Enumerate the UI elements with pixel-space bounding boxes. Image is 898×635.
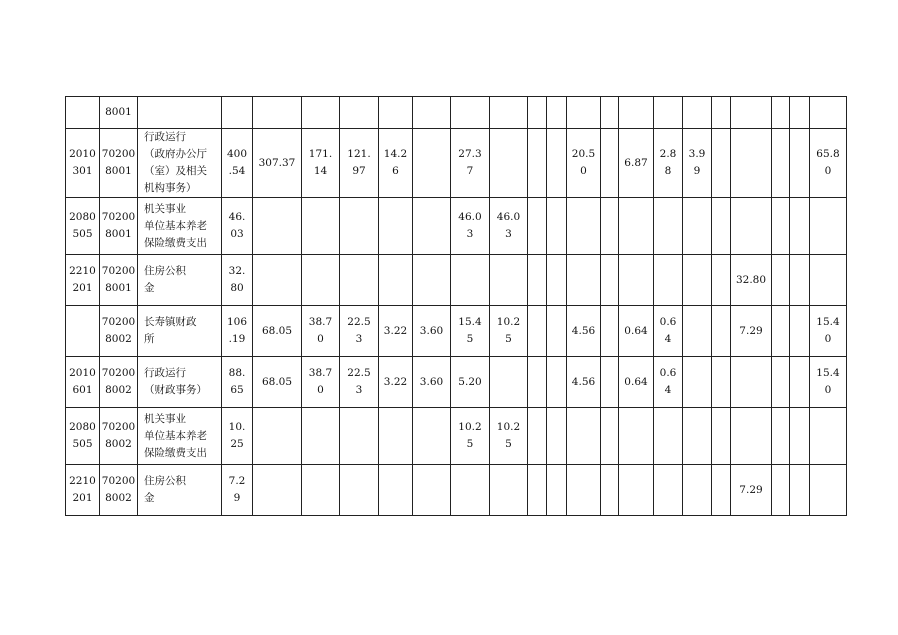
amount-cell: 7.2 9 [222, 465, 253, 516]
amount-cell [340, 408, 379, 465]
amount-cell: 3.9 9 [683, 129, 712, 198]
amount-cell: 10.2 5 [490, 408, 528, 465]
amount-cell [601, 408, 619, 465]
amount-cell [413, 465, 451, 516]
item-name-cell: 住房公积 金 [138, 465, 222, 516]
amount-cell [451, 255, 490, 306]
amount-cell [790, 255, 810, 306]
amount-cell [731, 97, 772, 129]
amount-cell [528, 306, 547, 357]
amount-cell [654, 97, 683, 129]
unit-code-cell: 70200 8001 [100, 255, 138, 306]
amount-cell [379, 97, 413, 129]
amount-cell [790, 129, 810, 198]
amount-cell [567, 408, 601, 465]
func-code-cell: 2080 505 [66, 198, 100, 255]
amount-cell [490, 129, 528, 198]
amount-cell [712, 465, 731, 516]
amount-cell [790, 465, 810, 516]
table-row [66, 306, 847, 357]
amount-cell: 7.29 [731, 306, 772, 357]
amount-cell [547, 408, 567, 465]
amount-cell [683, 306, 712, 357]
item-name-cell: 行政运行 （政府办公厅 （室）及相关 机构事务） [138, 129, 222, 198]
func-code-cell: 2210 201 [66, 255, 100, 306]
amount-cell [547, 357, 567, 408]
amount-cell: 10. 25 [222, 408, 253, 465]
amount-cell [528, 408, 547, 465]
item-name-cell: 机关事业 单位基本养老 保险缴费支出 [138, 198, 222, 255]
func-code-cell [66, 306, 100, 357]
amount-cell [340, 198, 379, 255]
amount-cell [253, 97, 302, 129]
amount-cell: 38.7 0 [302, 306, 340, 357]
budget-table [65, 96, 847, 516]
amount-cell [567, 255, 601, 306]
amount-cell: 3.60 [413, 357, 451, 408]
amount-cell: 106 .19 [222, 306, 253, 357]
amount-cell [790, 306, 810, 357]
item-name-cell: 行政运行 （财政事务） [138, 357, 222, 408]
amount-cell [601, 255, 619, 306]
amount-cell [712, 357, 731, 408]
amount-cell [712, 129, 731, 198]
amount-cell: 121. 97 [340, 129, 379, 198]
amount-cell [302, 198, 340, 255]
amount-cell [790, 408, 810, 465]
amount-cell [772, 408, 790, 465]
unit-code-cell: 70200 8002 [100, 306, 138, 357]
amount-cell: 22.5 3 [340, 306, 379, 357]
func-code-cell: 2010 601 [66, 357, 100, 408]
amount-cell [810, 255, 847, 306]
amount-cell [413, 198, 451, 255]
amount-cell: 32. 80 [222, 255, 253, 306]
amount-cell: 5.20 [451, 357, 490, 408]
amount-cell [601, 357, 619, 408]
amount-cell [772, 97, 790, 129]
amount-cell: 0.64 [619, 357, 654, 408]
amount-cell [567, 465, 601, 516]
amount-cell [810, 198, 847, 255]
amount-cell [547, 255, 567, 306]
amount-cell [567, 198, 601, 255]
amount-cell [772, 465, 790, 516]
amount-cell: 400 .54 [222, 129, 253, 198]
amount-cell: 20.5 0 [567, 129, 601, 198]
item-name-cell [138, 97, 222, 129]
amount-cell [772, 198, 790, 255]
table-row [66, 129, 847, 198]
amount-cell: 0.6 4 [654, 306, 683, 357]
amount-cell [379, 198, 413, 255]
amount-cell [528, 129, 547, 198]
amount-cell [619, 198, 654, 255]
amount-cell [340, 255, 379, 306]
func-code-cell: 2210 201 [66, 465, 100, 516]
amount-cell: 68.05 [253, 306, 302, 357]
amount-cell [413, 255, 451, 306]
amount-cell [772, 255, 790, 306]
amount-cell [413, 408, 451, 465]
amount-cell [490, 357, 528, 408]
amount-cell [619, 255, 654, 306]
amount-cell [451, 97, 490, 129]
amount-cell: 46.0 3 [490, 198, 528, 255]
amount-cell: 88. 65 [222, 357, 253, 408]
amount-cell: 22.5 3 [340, 357, 379, 408]
amount-cell [772, 306, 790, 357]
func-code-cell: 2010 301 [66, 129, 100, 198]
amount-cell [712, 198, 731, 255]
amount-cell [712, 255, 731, 306]
amount-cell: 2.8 8 [654, 129, 683, 198]
amount-cell [601, 97, 619, 129]
table-body [66, 97, 847, 516]
amount-cell [547, 306, 567, 357]
amount-cell [683, 97, 712, 129]
amount-cell [790, 357, 810, 408]
amount-cell [528, 97, 547, 129]
amount-cell [567, 97, 601, 129]
amount-cell: 3.60 [413, 306, 451, 357]
amount-cell [302, 97, 340, 129]
amount-cell [601, 129, 619, 198]
amount-cell [683, 255, 712, 306]
amount-cell [712, 306, 731, 357]
amount-cell [712, 97, 731, 129]
amount-cell [712, 408, 731, 465]
unit-code-cell: 70200 8001 [100, 129, 138, 198]
amount-cell [619, 97, 654, 129]
amount-cell [772, 129, 790, 198]
amount-cell [601, 465, 619, 516]
amount-cell [413, 97, 451, 129]
unit-code-cell: 70200 8001 [100, 198, 138, 255]
amount-cell: 7.29 [731, 465, 772, 516]
amount-cell [601, 306, 619, 357]
amount-cell: 6.87 [619, 129, 654, 198]
amount-cell [528, 255, 547, 306]
amount-cell [547, 465, 567, 516]
amount-cell: 15.4 0 [810, 306, 847, 357]
amount-cell [302, 255, 340, 306]
amount-cell: 32.80 [731, 255, 772, 306]
func-code-cell: 2080 505 [66, 408, 100, 465]
amount-cell: 10.2 5 [451, 408, 490, 465]
amount-cell: 0.64 [619, 306, 654, 357]
table-row [66, 255, 847, 306]
amount-cell: 14.2 6 [379, 129, 413, 198]
item-name-cell: 长寿镇财政 所 [138, 306, 222, 357]
amount-cell [547, 97, 567, 129]
unit-code-cell: 70200 8002 [100, 357, 138, 408]
amount-cell [547, 198, 567, 255]
amount-cell [731, 408, 772, 465]
amount-cell [490, 97, 528, 129]
amount-cell [654, 255, 683, 306]
amount-cell [302, 465, 340, 516]
amount-cell: 46.0 3 [451, 198, 490, 255]
func-code-cell [66, 97, 100, 129]
amount-cell: 46. 03 [222, 198, 253, 255]
amount-cell [683, 465, 712, 516]
table-row [66, 465, 847, 516]
amount-cell [683, 198, 712, 255]
amount-cell [683, 408, 712, 465]
amount-cell: 10.2 5 [490, 306, 528, 357]
amount-cell [654, 198, 683, 255]
amount-cell: 15.4 0 [810, 357, 847, 408]
amount-cell [490, 465, 528, 516]
amount-cell [683, 357, 712, 408]
amount-cell [253, 408, 302, 465]
amount-cell [490, 255, 528, 306]
amount-cell: 3.22 [379, 357, 413, 408]
amount-cell [654, 408, 683, 465]
unit-code-cell: 70200 8002 [100, 408, 138, 465]
amount-cell [772, 357, 790, 408]
amount-cell [253, 198, 302, 255]
amount-cell [379, 255, 413, 306]
amount-cell [253, 255, 302, 306]
amount-cell [528, 198, 547, 255]
amount-cell [810, 465, 847, 516]
amount-cell: 4.56 [567, 306, 601, 357]
amount-cell [413, 129, 451, 198]
amount-cell [528, 357, 547, 408]
amount-cell: 38.7 0 [302, 357, 340, 408]
amount-cell: 68.05 [253, 357, 302, 408]
amount-cell [379, 408, 413, 465]
amount-cell [528, 465, 547, 516]
amount-cell [731, 357, 772, 408]
amount-cell [302, 408, 340, 465]
amount-cell [619, 408, 654, 465]
amount-cell [810, 408, 847, 465]
amount-cell: 307.37 [253, 129, 302, 198]
amount-cell [810, 97, 847, 129]
amount-cell: 65.8 0 [810, 129, 847, 198]
amount-cell [340, 97, 379, 129]
item-name-cell: 住房公积 金 [138, 255, 222, 306]
unit-code-cell: 70200 8002 [100, 465, 138, 516]
amount-cell: 4.56 [567, 357, 601, 408]
amount-cell: 27.3 7 [451, 129, 490, 198]
amount-cell [451, 465, 490, 516]
amount-cell [547, 129, 567, 198]
amount-cell [379, 465, 413, 516]
table-row [66, 198, 847, 255]
amount-cell: 0.6 4 [654, 357, 683, 408]
amount-cell [790, 198, 810, 255]
amount-cell [253, 465, 302, 516]
amount-cell [601, 198, 619, 255]
amount-cell [654, 465, 683, 516]
amount-cell: 171. 14 [302, 129, 340, 198]
amount-cell: 3.22 [379, 306, 413, 357]
amount-cell [619, 465, 654, 516]
amount-cell [340, 465, 379, 516]
amount-cell [222, 97, 253, 129]
amount-cell [731, 198, 772, 255]
table-row [66, 408, 847, 465]
item-name-cell: 机关事业 单位基本养老 保险缴费支出 [138, 408, 222, 465]
unit-code-cell: 8001 [100, 97, 138, 129]
table-row [66, 357, 847, 408]
amount-cell [731, 129, 772, 198]
amount-cell [790, 97, 810, 129]
amount-cell: 15.4 5 [451, 306, 490, 357]
table-row [66, 97, 847, 129]
